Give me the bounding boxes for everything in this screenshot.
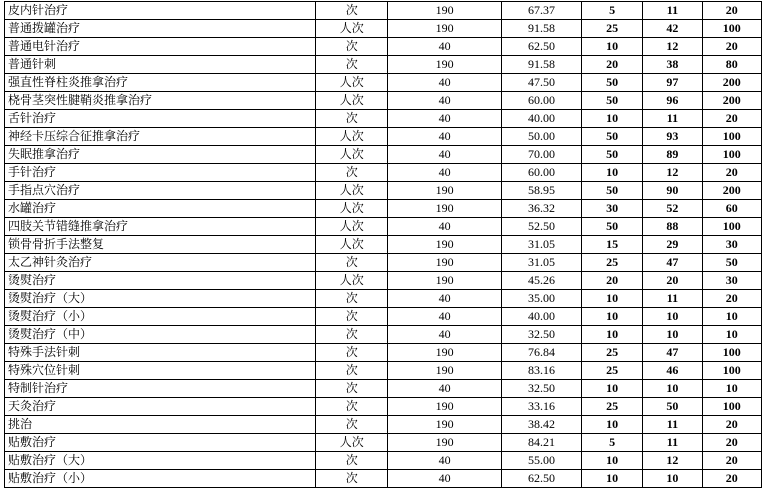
item-name-cell: 天灸治疗 <box>5 398 316 416</box>
unit-cell: 人次 <box>316 200 388 218</box>
unit-cell: 人次 <box>316 92 388 110</box>
table-row <box>5 200 762 218</box>
unit-cell: 次 <box>316 344 388 362</box>
count-cell: 190 <box>388 416 501 434</box>
value-cell-2: 10 <box>643 326 702 344</box>
rate-cell: 55.00 <box>501 452 581 470</box>
unit-cell: 人次 <box>316 434 388 452</box>
rate-cell: 32.50 <box>501 326 581 344</box>
rate-cell: 76.84 <box>501 344 581 362</box>
value-cell-2: 29 <box>643 236 702 254</box>
count-cell: 40 <box>388 128 501 146</box>
count-cell: 40 <box>388 74 501 92</box>
value-cell-2: 12 <box>643 164 702 182</box>
unit-cell: 人次 <box>316 20 388 38</box>
unit-cell: 次 <box>316 308 388 326</box>
item-name-cell: 特制针治疗 <box>5 380 316 398</box>
unit-cell: 人次 <box>316 74 388 92</box>
rate-cell: 83.16 <box>501 362 581 380</box>
value-cell-1: 25 <box>582 362 643 380</box>
value-cell-2: 88 <box>643 218 702 236</box>
value-cell-3: 10 <box>702 326 761 344</box>
rate-cell: 36.32 <box>501 200 581 218</box>
count-cell: 190 <box>388 20 501 38</box>
table-row <box>5 344 762 362</box>
count-cell: 40 <box>388 452 501 470</box>
count-cell: 40 <box>388 326 501 344</box>
item-name-cell: 烫熨治疗（大） <box>5 290 316 308</box>
value-cell-1: 10 <box>582 308 643 326</box>
table-body <box>5 2 762 488</box>
rate-cell: 31.05 <box>501 254 581 272</box>
value-cell-3: 20 <box>702 434 761 452</box>
value-cell-2: 11 <box>643 416 702 434</box>
value-cell-3: 200 <box>702 182 761 200</box>
item-name-cell: 舌针治疗 <box>5 110 316 128</box>
value-cell-3: 50 <box>702 254 761 272</box>
value-cell-1: 50 <box>582 92 643 110</box>
table-row <box>5 308 762 326</box>
item-name-cell: 手指点穴治疗 <box>5 182 316 200</box>
item-name-cell: 水罐治疗 <box>5 200 316 218</box>
table-row <box>5 38 762 56</box>
rate-cell: 67.37 <box>501 2 581 20</box>
value-cell-3: 100 <box>702 362 761 380</box>
value-cell-1: 50 <box>582 74 643 92</box>
value-cell-1: 10 <box>582 416 643 434</box>
count-cell: 190 <box>388 236 501 254</box>
rate-cell: 52.50 <box>501 218 581 236</box>
unit-cell: 次 <box>316 326 388 344</box>
unit-cell: 次 <box>316 452 388 470</box>
value-cell-3: 200 <box>702 92 761 110</box>
value-cell-3: 200 <box>702 74 761 92</box>
item-name-cell: 手针治疗 <box>5 164 316 182</box>
table-row <box>5 254 762 272</box>
count-cell: 190 <box>388 254 501 272</box>
value-cell-2: 11 <box>643 434 702 452</box>
unit-cell: 次 <box>316 56 388 74</box>
unit-cell: 人次 <box>316 182 388 200</box>
value-cell-1: 10 <box>582 110 643 128</box>
item-name-cell: 特殊手法针刺 <box>5 344 316 362</box>
value-cell-2: 10 <box>643 380 702 398</box>
value-cell-1: 25 <box>582 20 643 38</box>
value-cell-2: 47 <box>643 344 702 362</box>
count-cell: 190 <box>388 2 501 20</box>
fee-table-container <box>4 1 762 488</box>
table-row <box>5 56 762 74</box>
item-name-cell: 烫熨治疗 <box>5 272 316 290</box>
table-row <box>5 326 762 344</box>
value-cell-2: 10 <box>643 470 702 488</box>
item-name-cell: 烫熨治疗（中） <box>5 326 316 344</box>
value-cell-2: 93 <box>643 128 702 146</box>
item-name-cell: 神经卡压综合征推拿治疗 <box>5 128 316 146</box>
unit-cell: 人次 <box>316 146 388 164</box>
value-cell-1: 15 <box>582 236 643 254</box>
unit-cell: 次 <box>316 38 388 56</box>
value-cell-2: 11 <box>643 110 702 128</box>
unit-cell: 次 <box>316 2 388 20</box>
table-row <box>5 146 762 164</box>
count-cell: 190 <box>388 434 501 452</box>
item-name-cell: 贴敷治疗（小） <box>5 470 316 488</box>
value-cell-3: 20 <box>702 38 761 56</box>
value-cell-1: 10 <box>582 380 643 398</box>
item-name-cell: 贴敷治疗 <box>5 434 316 452</box>
value-cell-3: 100 <box>702 218 761 236</box>
value-cell-2: 38 <box>643 56 702 74</box>
value-cell-2: 46 <box>643 362 702 380</box>
count-cell: 40 <box>388 164 501 182</box>
rate-cell: 60.00 <box>501 92 581 110</box>
table-row <box>5 128 762 146</box>
unit-cell: 次 <box>316 416 388 434</box>
value-cell-1: 50 <box>582 128 643 146</box>
unit-cell: 人次 <box>316 236 388 254</box>
value-cell-3: 30 <box>702 236 761 254</box>
value-cell-1: 10 <box>582 38 643 56</box>
count-cell: 190 <box>388 362 501 380</box>
value-cell-1: 50 <box>582 146 643 164</box>
rate-cell: 91.58 <box>501 20 581 38</box>
rate-cell: 91.58 <box>501 56 581 74</box>
value-cell-3: 20 <box>702 452 761 470</box>
rate-cell: 70.00 <box>501 146 581 164</box>
value-cell-3: 100 <box>702 344 761 362</box>
value-cell-1: 10 <box>582 164 643 182</box>
value-cell-3: 20 <box>702 470 761 488</box>
table-row <box>5 218 762 236</box>
count-cell: 40 <box>388 38 501 56</box>
value-cell-1: 10 <box>582 470 643 488</box>
unit-cell: 次 <box>316 290 388 308</box>
value-cell-1: 5 <box>582 2 643 20</box>
value-cell-1: 50 <box>582 182 643 200</box>
value-cell-1: 50 <box>582 218 643 236</box>
item-name-cell: 皮内针治疗 <box>5 2 316 20</box>
table-row <box>5 398 762 416</box>
item-name-cell: 太乙神针灸治疗 <box>5 254 316 272</box>
rate-cell: 35.00 <box>501 290 581 308</box>
value-cell-3: 60 <box>702 200 761 218</box>
value-cell-1: 10 <box>582 290 643 308</box>
rate-cell: 50.00 <box>501 128 581 146</box>
rate-cell: 45.26 <box>501 272 581 290</box>
rate-cell: 32.50 <box>501 380 581 398</box>
count-cell: 40 <box>388 218 501 236</box>
unit-cell: 次 <box>316 164 388 182</box>
unit-cell: 人次 <box>316 218 388 236</box>
unit-cell: 次 <box>316 362 388 380</box>
count-cell: 40 <box>388 308 501 326</box>
table-row <box>5 164 762 182</box>
count-cell: 40 <box>388 380 501 398</box>
item-name-cell: 贴敷治疗（大） <box>5 452 316 470</box>
rate-cell: 62.50 <box>501 38 581 56</box>
unit-cell: 次 <box>316 470 388 488</box>
table-row <box>5 272 762 290</box>
value-cell-3: 10 <box>702 380 761 398</box>
table-row <box>5 92 762 110</box>
value-cell-2: 11 <box>643 290 702 308</box>
value-cell-3: 20 <box>702 2 761 20</box>
value-cell-2: 42 <box>643 20 702 38</box>
table-row <box>5 2 762 20</box>
value-cell-2: 10 <box>643 308 702 326</box>
value-cell-2: 50 <box>643 398 702 416</box>
unit-cell: 人次 <box>316 272 388 290</box>
value-cell-3: 80 <box>702 56 761 74</box>
count-cell: 40 <box>388 110 501 128</box>
value-cell-3: 20 <box>702 290 761 308</box>
item-name-cell: 普通针刺 <box>5 56 316 74</box>
rate-cell: 31.05 <box>501 236 581 254</box>
value-cell-1: 30 <box>582 200 643 218</box>
table-row <box>5 470 762 488</box>
value-cell-2: 89 <box>643 146 702 164</box>
table-row <box>5 20 762 38</box>
unit-cell: 次 <box>316 380 388 398</box>
value-cell-1: 10 <box>582 452 643 470</box>
count-cell: 40 <box>388 290 501 308</box>
rate-cell: 47.50 <box>501 74 581 92</box>
count-cell: 190 <box>388 272 501 290</box>
value-cell-3: 20 <box>702 164 761 182</box>
table-row <box>5 434 762 452</box>
value-cell-2: 97 <box>643 74 702 92</box>
count-cell: 190 <box>388 56 501 74</box>
value-cell-3: 100 <box>702 128 761 146</box>
count-cell: 40 <box>388 470 501 488</box>
item-name-cell: 失眠推拿治疗 <box>5 146 316 164</box>
treatment-fee-table <box>4 1 762 488</box>
value-cell-3: 10 <box>702 308 761 326</box>
table-row <box>5 452 762 470</box>
value-cell-2: 11 <box>643 2 702 20</box>
rate-cell: 40.00 <box>501 110 581 128</box>
table-row <box>5 290 762 308</box>
item-name-cell: 烫熨治疗（小） <box>5 308 316 326</box>
count-cell: 40 <box>388 146 501 164</box>
value-cell-3: 20 <box>702 110 761 128</box>
value-cell-3: 100 <box>702 20 761 38</box>
value-cell-2: 96 <box>643 92 702 110</box>
value-cell-3: 20 <box>702 416 761 434</box>
rate-cell: 33.16 <box>501 398 581 416</box>
count-cell: 190 <box>388 182 501 200</box>
value-cell-1: 25 <box>582 344 643 362</box>
value-cell-2: 52 <box>643 200 702 218</box>
item-name-cell: 强直性脊柱炎推拿治疗 <box>5 74 316 92</box>
value-cell-1: 25 <box>582 398 643 416</box>
value-cell-2: 20 <box>643 272 702 290</box>
rate-cell: 84.21 <box>501 434 581 452</box>
table-row <box>5 380 762 398</box>
item-name-cell: 挑治 <box>5 416 316 434</box>
value-cell-2: 90 <box>643 182 702 200</box>
value-cell-3: 100 <box>702 398 761 416</box>
count-cell: 190 <box>388 398 501 416</box>
value-cell-3: 30 <box>702 272 761 290</box>
value-cell-1: 20 <box>582 272 643 290</box>
value-cell-1: 20 <box>582 56 643 74</box>
unit-cell: 次 <box>316 254 388 272</box>
value-cell-3: 100 <box>702 146 761 164</box>
value-cell-1: 10 <box>582 326 643 344</box>
item-name-cell: 桡骨茎突性腱鞘炎推拿治疗 <box>5 92 316 110</box>
count-cell: 40 <box>388 92 501 110</box>
rate-cell: 62.50 <box>501 470 581 488</box>
value-cell-1: 5 <box>582 434 643 452</box>
item-name-cell: 四肢关节错缝推拿治疗 <box>5 218 316 236</box>
value-cell-2: 12 <box>643 452 702 470</box>
table-row <box>5 74 762 92</box>
value-cell-2: 12 <box>643 38 702 56</box>
unit-cell: 次 <box>316 398 388 416</box>
table-row <box>5 236 762 254</box>
rate-cell: 58.95 <box>501 182 581 200</box>
rate-cell: 60.00 <box>501 164 581 182</box>
value-cell-2: 47 <box>643 254 702 272</box>
table-row <box>5 362 762 380</box>
count-cell: 190 <box>388 344 501 362</box>
unit-cell: 次 <box>316 110 388 128</box>
table-row <box>5 110 762 128</box>
rate-cell: 40.00 <box>501 308 581 326</box>
item-name-cell: 锁骨骨折手法整复 <box>5 236 316 254</box>
item-name-cell: 普通拨罐治疗 <box>5 20 316 38</box>
item-name-cell: 普通电针治疗 <box>5 38 316 56</box>
table-row <box>5 416 762 434</box>
count-cell: 190 <box>388 200 501 218</box>
value-cell-1: 25 <box>582 254 643 272</box>
table-row <box>5 182 762 200</box>
rate-cell: 38.42 <box>501 416 581 434</box>
item-name-cell: 特殊穴位针刺 <box>5 362 316 380</box>
unit-cell: 人次 <box>316 128 388 146</box>
